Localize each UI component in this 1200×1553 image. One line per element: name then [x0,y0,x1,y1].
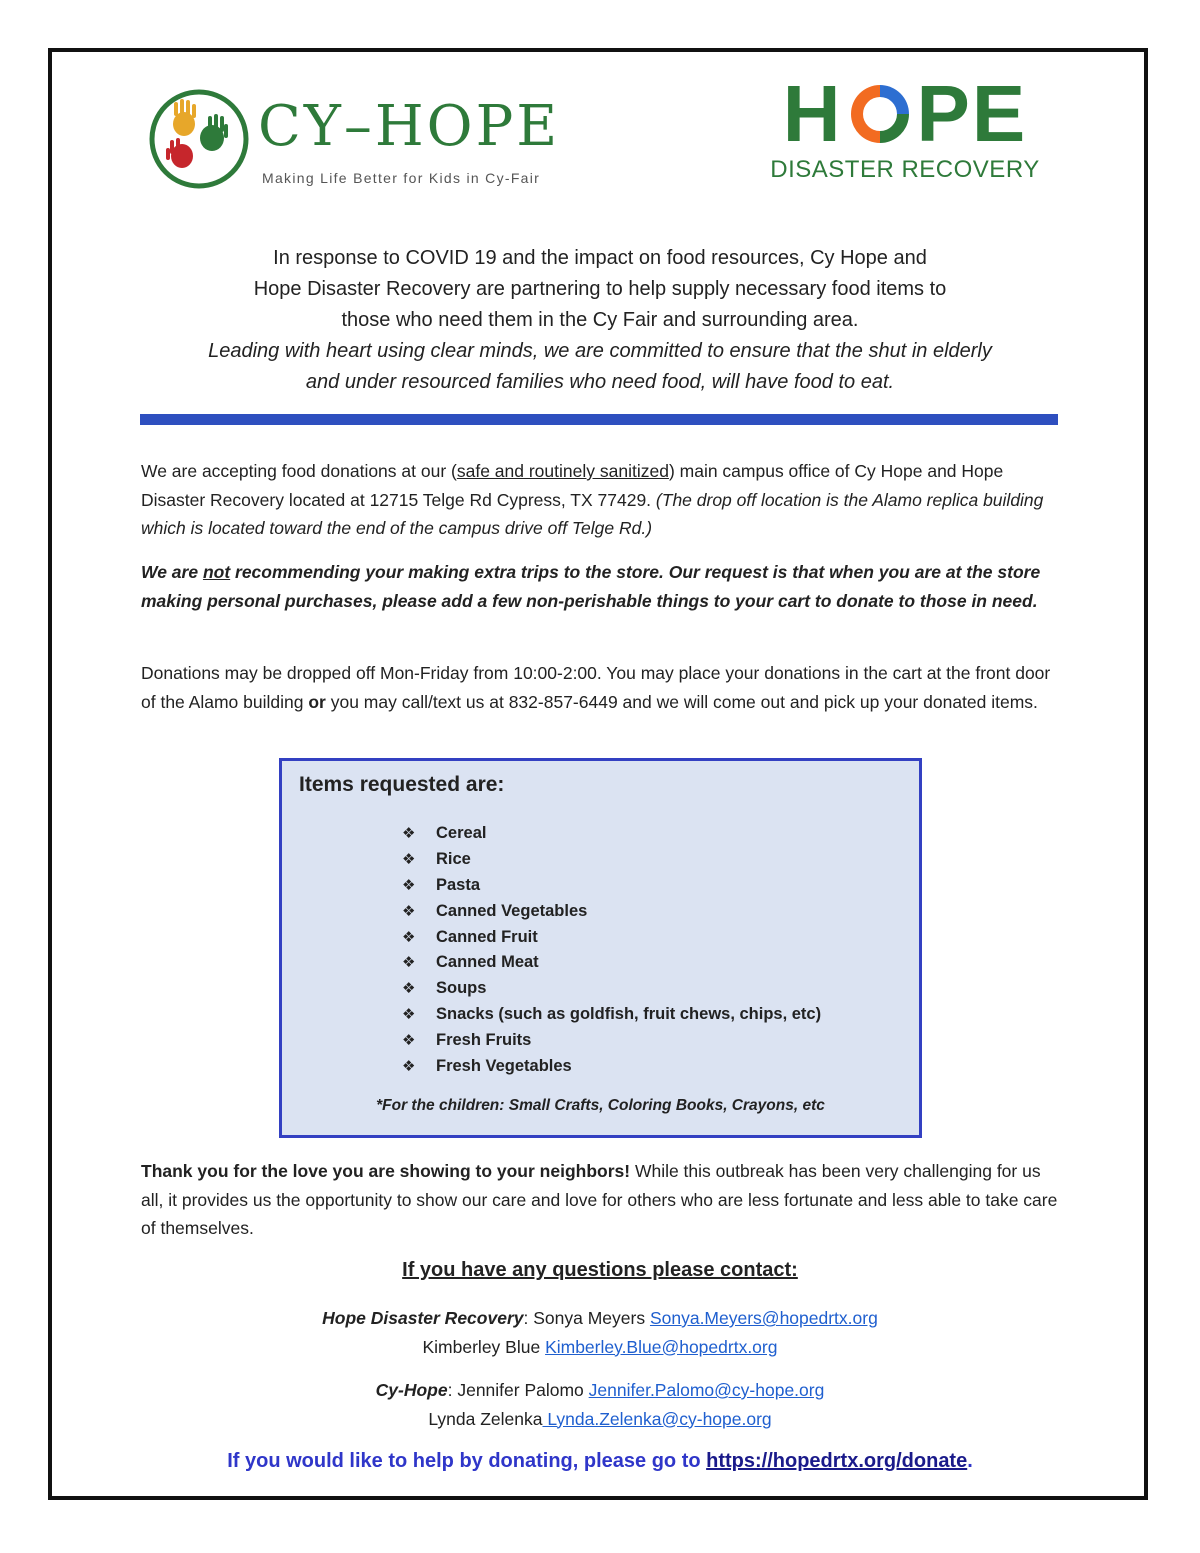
intro-mission-line: Leading with heart using clear minds, we are committed to ensure that the shut in elderly [208,340,992,362]
item-label: Cereal [436,824,487,842]
email-link[interactable]: Sonya.Meyers@hopedrtx.org [649,1308,878,1328]
list-item [402,873,821,899]
diamond-bullet-icon: ❖ [402,1006,416,1024]
intro-statement [140,243,1060,398]
diamond-bullet-icon: ❖ [402,1058,416,1076]
children-items-note: *For the children: Small Crafts, Coloring Books, Crayons, etc [376,1097,825,1114]
text: . [967,1450,973,1472]
email-link[interactable]: Jennifer.Palomo@cy-hope.org [588,1380,825,1400]
contact-name: Lynda Zelenka [428,1408,543,1429]
thank-you-paragraph [141,1157,1066,1243]
donation-hours-paragraph [141,659,1066,716]
hope-disaster-recovery-logo [760,69,1050,194]
intro-line: those who need them in the Cy Fair and surrounding area. [341,309,859,331]
items-list [402,821,821,1080]
contact-name: : Jennifer Palomo [447,1380,589,1400]
recycle-arrows-icon [845,79,915,149]
diamond-bullet-icon: ❖ [402,980,416,998]
diamond-bullet-icon: ❖ [402,876,416,894]
email-link[interactable]: Kimberley.Blue@hopedrtx.org [545,1336,778,1357]
list-item [402,821,821,847]
contact-name: : Sonya Meyers [523,1308,650,1328]
diamond-bullet-icon: ❖ [402,825,416,842]
text: We are accepting food donations at our ( [141,461,457,481]
item-label: Soups [436,979,487,998]
text: While this outbreak has been very challenging for us all, it provides us the opportunity to show our care and love for others who are less fortunate and less able to take care of themselves. [141,1161,1058,1238]
intro-mission-line: and under resourced families who need food, will have food to eat. [305,371,895,393]
list-item [402,950,821,976]
contact-heading: If you have any questions please contact: [402,1259,798,1281]
not-emphasis: not [202,562,231,582]
contact-name: Kimberley Blue [422,1336,546,1357]
dropoff-location-note: (The drop off location is the Alamo replica building which is located toward the end of the campus drive off Telge Rd.) [141,489,1044,538]
list-item [402,925,821,951]
hope-wordmark [760,69,1050,158]
text: If you would like to help by donating, please go to [227,1450,707,1472]
email-link[interactable]: Lynda.Zelenka@cy-hope.org [542,1408,772,1429]
handprints-icon [146,86,252,192]
item-label: Fresh Fruits [436,1031,532,1050]
cy-hope-tagline: Making Life Better for Kids in Cy-Fair [262,170,541,186]
donate-line [140,1450,1060,1473]
item-label: Pasta [436,875,481,894]
cy-hope-name: CY–HOPE [258,94,561,159]
item-label: Snacks (such as goldfish, fruit chews, chips, etc) [436,1005,822,1024]
list-item [402,1028,821,1054]
org-name: Hope Disaster Recovery [322,1308,524,1328]
thank-you-lead: Thank you for the love you are showing to your neighbors! [141,1161,631,1181]
diamond-bullet-icon: ❖ [402,902,416,920]
intro-line: Hope Disaster Recovery are partnering to help supply necessary food items to [253,278,947,300]
diamond-bullet-icon: ❖ [402,1032,416,1050]
cy-hope-contacts [140,1376,1060,1433]
list-item [402,899,821,925]
list-item [402,1054,821,1080]
hope-subtitle: DISASTER RECOVERY [770,156,1040,183]
intro-line: In response to COVID 19 and the impact on food resources, Cy Hope and [273,247,927,269]
item-label: Rice [436,849,471,868]
hope-disaster-recovery-contacts [140,1304,1060,1361]
item-label: Canned Vegetables [436,901,588,920]
cy-hope-logo [146,86,616,196]
or-emphasis: or [308,691,326,712]
diamond-bullet-icon: ❖ [402,850,416,868]
hope-letters-pe: PE [916,69,1028,158]
list-item [402,976,821,1002]
sanitized-emphasis: safe and routinely sanitized [456,461,669,481]
text: recommending your making extra trips to the store. Our request is that when you are at the store making personal purchases, please add a few non-perishable things to your cart to donate to those in need. [141,562,1041,611]
divider-bar [140,414,1058,425]
item-label: Canned Meat [436,953,539,972]
list-item [402,1002,821,1028]
items-title: Items requested are: [299,773,505,796]
dropoff-paragraph [141,457,1066,543]
org-name: Cy-Hope [375,1380,448,1400]
diamond-bullet-icon: ❖ [402,928,416,946]
donate-link[interactable]: https://hopedrtx.org/donate [706,1450,968,1472]
hope-letter-h: H [782,69,843,158]
item-label: Canned Fruit [436,927,538,946]
diamond-bullet-icon: ❖ [402,954,416,972]
item-label: Fresh Vegetables [436,1057,572,1076]
request-paragraph [141,558,1066,615]
text: Donations may be dropped off Mon-Friday from 10:00-2:00. You may place your donations in the cart at the front door of the Alamo building [141,663,1051,712]
text: ) main campus office of Cy Hope and Hope Disaster Recovery located at 12715 Telge Rd Cypress, TX 77429. [141,461,1004,510]
list-item [402,847,821,873]
text: We are [141,562,203,582]
text: you may call/text us at 832-857-6449 and we will come out and pick up your donated items. [325,691,1038,712]
items-requested-box [279,758,922,1138]
